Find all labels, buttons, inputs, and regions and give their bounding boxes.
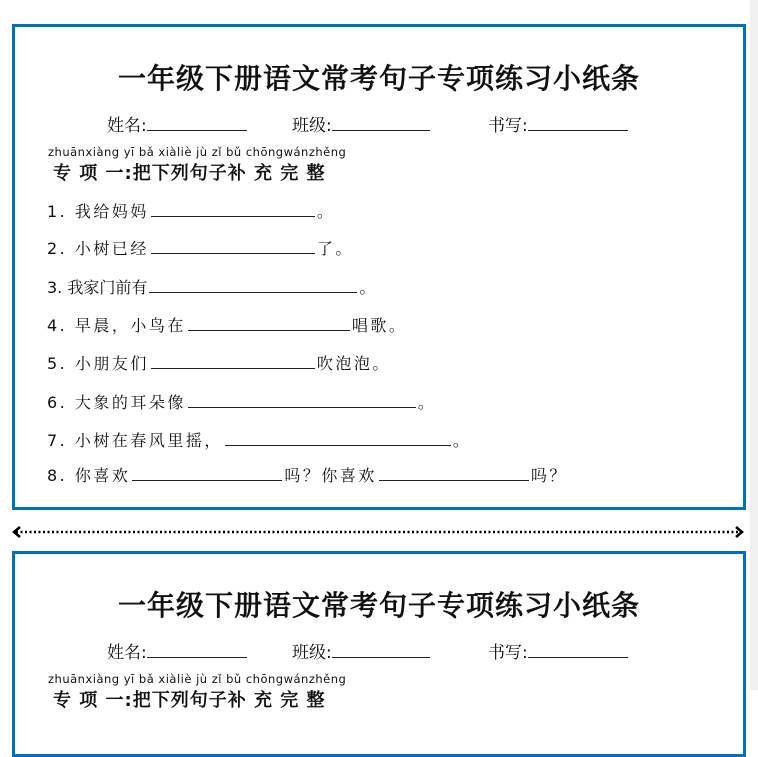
sentence-item (47, 199, 335, 222)
class-blank (332, 112, 430, 131)
cut-line-divider (12, 526, 744, 538)
class-label: 班级: (292, 643, 332, 663)
answer-blank (149, 276, 357, 293)
answer-blank (132, 464, 282, 481)
item-text: 6. 大象的耳朵像 (47, 393, 186, 412)
worksheet-slip-1 (12, 24, 746, 510)
item-text: 唱歌。 (351, 316, 408, 335)
item-text: 。 (316, 202, 336, 221)
sentence-item (47, 351, 391, 374)
writing-blank (528, 639, 628, 658)
class-label: 班级: (292, 116, 332, 136)
sentence-item (47, 236, 354, 259)
sentence-item (47, 428, 471, 451)
heading-pinyin: zhuānxiàng yī bǎ xiàliè jù zǐ bǔ chōngwánzhěng (48, 145, 347, 159)
sentence-item (47, 313, 407, 336)
worksheet-slip-2 (12, 551, 746, 757)
class-blank (332, 639, 430, 658)
sentence-item (47, 275, 375, 298)
item-text: 3. 我家门前有 (47, 278, 148, 297)
name-blank (147, 639, 247, 658)
item-text: 1. 我给妈妈 (47, 202, 149, 221)
answer-blank (225, 429, 451, 446)
item-text: 吗？ (530, 466, 568, 485)
item-text: 2. 小树已经 (47, 239, 149, 258)
answer-blank (151, 237, 315, 254)
item-text: 7. 小树在春风里摇， (47, 431, 223, 450)
writing-label: 书写: (488, 116, 528, 136)
name-field (107, 638, 247, 663)
class-field (292, 638, 430, 663)
answer-blank (379, 464, 529, 481)
item-text: 吗？你喜欢 (284, 466, 377, 485)
name-label: 姓名: (107, 643, 147, 663)
writing-field (488, 111, 628, 136)
name-field (107, 111, 247, 136)
item-text: 吹泡泡。 (316, 354, 391, 373)
answer-blank (151, 352, 315, 369)
item-text: 。 (452, 431, 472, 450)
section-heading: 专 项 一:把下列句子补 充 完 整 (53, 690, 326, 711)
class-field (292, 111, 430, 136)
item-text: 。 (417, 393, 437, 412)
answer-blank (188, 391, 416, 408)
writing-label: 书写: (488, 643, 528, 663)
item-text: 4. 早晨，小鸟在 (47, 316, 186, 335)
sentence-item (47, 463, 568, 486)
scrollbar[interactable] (750, 0, 758, 690)
sentence-item (47, 390, 436, 413)
item-text: 8. 你喜欢 (47, 466, 131, 485)
writing-blank (528, 112, 628, 131)
answer-blank (188, 314, 350, 331)
item-text: 5. 小朋友们 (47, 354, 149, 373)
writing-field (488, 638, 628, 663)
item-text: 。 (359, 278, 376, 297)
answer-blank (151, 200, 315, 217)
heading-pinyin: zhuānxiàng yī bǎ xiàliè jù zǐ bǔ chōngwánzhěng (48, 672, 347, 686)
name-label: 姓名: (107, 116, 147, 136)
item-text: 了。 (316, 239, 354, 258)
worksheet-title: 一年级下册语文常考句子专项练习小纸条 (117, 62, 640, 95)
worksheet-title: 一年级下册语文常考句子专项练习小纸条 (117, 589, 640, 622)
section-heading: 专 项 一:把下列句子补 充 完 整 (53, 163, 326, 184)
name-blank (147, 112, 247, 131)
